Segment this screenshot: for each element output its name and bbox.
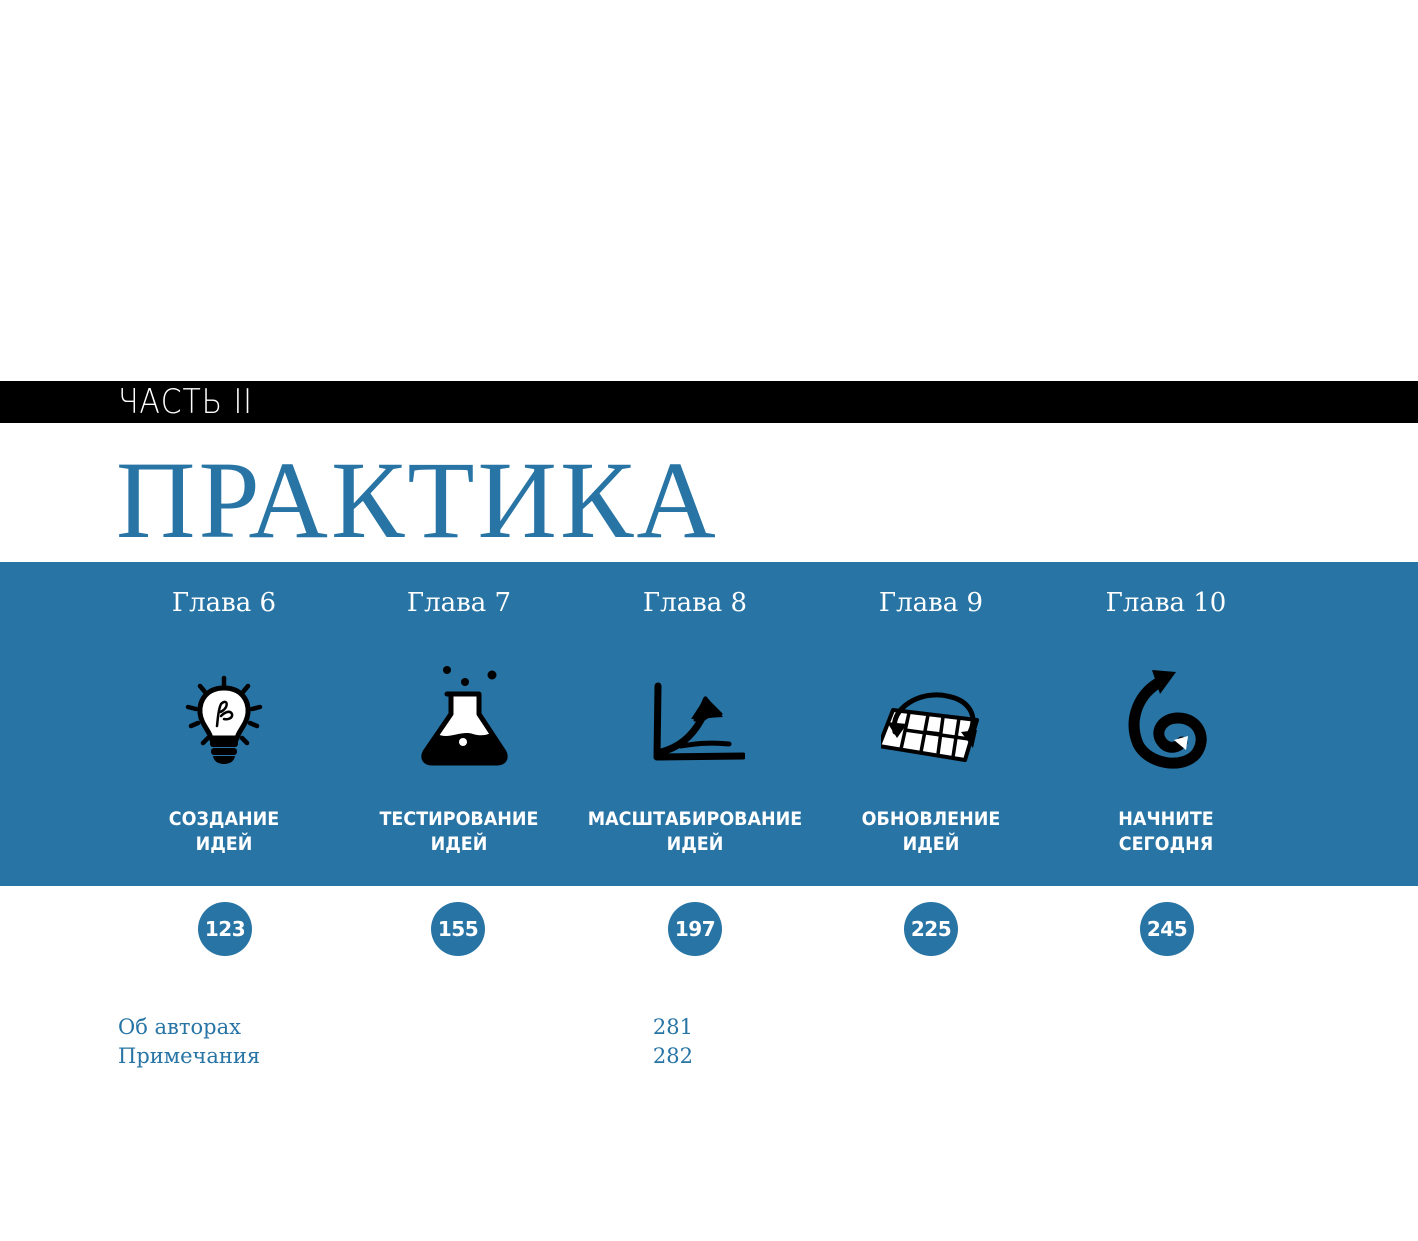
chapter-title: ОБНОВЛЕНИЕ ИДЕЙ — [861, 808, 1001, 855]
chapter-number: Глава 10 — [1105, 588, 1227, 618]
spiral-arrow-icon — [1116, 660, 1216, 772]
flask-icon — [409, 660, 509, 772]
chapter-title: ТЕСТИРОВАНИЕ ИДЕЙ — [379, 808, 539, 855]
part-title: ПРАКТИКА — [116, 439, 719, 561]
toc-entry-about-authors[interactable] — [118, 1012, 693, 1042]
toc-entry-notes[interactable] — [118, 1041, 693, 1071]
page-number-badge[interactable]: 123 — [198, 902, 252, 956]
part-label: ЧАСТЬ II — [118, 382, 253, 422]
chapter-8[interactable] — [575, 562, 815, 886]
chapter-number: Глава 6 — [171, 588, 277, 618]
toc-entry-page: 282 — [652, 1044, 693, 1068]
chapter-10[interactable] — [1046, 562, 1286, 886]
toc-entry-page: 281 — [652, 1015, 693, 1039]
page-number-badge[interactable]: 225 — [904, 902, 958, 956]
toc-entry-label: Об авторах — [118, 1015, 241, 1039]
chapter-number: Глава 7 — [406, 588, 512, 618]
chapter-title: НАЧНИТЕ СЕГОДНЯ — [1118, 808, 1214, 855]
chapter-number: Глава 8 — [642, 588, 748, 618]
chapter-title: МАСШТАБИРОВАНИЕ ИДЕЙ — [587, 808, 803, 855]
renew-canvas-icon — [881, 660, 981, 772]
page-number-badge[interactable]: 245 — [1140, 902, 1194, 956]
chapters-band — [0, 562, 1418, 886]
chapter-9[interactable] — [811, 562, 1051, 886]
lightbulb-icon — [174, 660, 274, 772]
page-number-badge[interactable]: 155 — [431, 902, 485, 956]
chapter-7[interactable] — [339, 562, 579, 886]
toc-entry-label: Примечания — [118, 1044, 261, 1068]
chapter-title: СОЗДАНИЕ ИДЕЙ — [168, 808, 280, 855]
chapter-6[interactable] — [104, 562, 344, 886]
growth-chart-icon — [645, 660, 745, 772]
chapter-number: Глава 9 — [878, 588, 984, 618]
part-header-bar — [0, 381, 1418, 423]
page-number-badge[interactable]: 197 — [668, 902, 722, 956]
